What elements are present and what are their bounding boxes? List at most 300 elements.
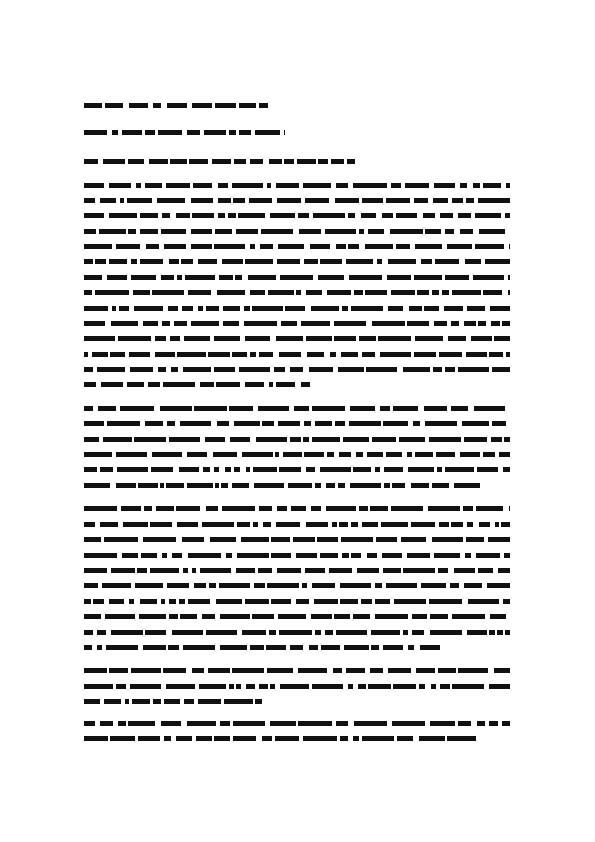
text-fragment (223, 321, 239, 326)
text-fragment (107, 275, 127, 280)
text-fragment (84, 336, 115, 341)
text-fragment (121, 506, 141, 511)
text-fragment (454, 483, 480, 488)
text-fragment (478, 568, 493, 573)
text-fragment (435, 259, 459, 264)
text-fragment (376, 537, 397, 542)
text-fragment (356, 452, 363, 457)
text-fragment (362, 522, 378, 527)
text-fragment (129, 352, 150, 357)
text-fragment (487, 583, 510, 588)
text-fragment (370, 506, 388, 511)
text-fragment (491, 437, 502, 442)
text-fragment (206, 306, 219, 311)
text-line (84, 630, 510, 635)
text-fragment (350, 483, 381, 488)
text-line (84, 599, 510, 604)
text-fragment (145, 630, 166, 635)
text-fragment (245, 259, 273, 264)
text-fragment (464, 437, 487, 442)
text-fragment (210, 537, 236, 542)
text-fragment (438, 568, 448, 573)
text-line (84, 568, 510, 573)
text-fragment (193, 183, 212, 188)
text-fragment (489, 684, 510, 689)
text-fragment (407, 553, 430, 558)
text-fragment (419, 736, 445, 741)
text-fragment (109, 668, 128, 673)
text-fragment (105, 103, 123, 108)
text-fragment (214, 336, 240, 341)
text-fragment (174, 321, 187, 326)
text-fragment (485, 259, 510, 264)
text-fragment (237, 522, 250, 527)
text-fragment (225, 467, 231, 472)
text-fragment (120, 406, 154, 411)
text-fragment (317, 537, 338, 542)
text-fragment (233, 721, 265, 726)
text-fragment (250, 290, 265, 295)
text-fragment (296, 553, 317, 558)
text-fragment (440, 213, 453, 218)
text-fragment (346, 259, 373, 264)
text-fragment (198, 259, 217, 264)
text-fragment (206, 630, 237, 635)
text-fragment (382, 213, 393, 218)
text-fragment (216, 382, 240, 387)
text-fragment (171, 367, 178, 372)
text-fragment (128, 159, 144, 164)
text-fragment (140, 213, 158, 218)
text-fragment (164, 736, 171, 741)
text-fragment (296, 599, 309, 604)
text-fragment (84, 506, 117, 511)
text-fragment (116, 483, 136, 488)
text-fragment (499, 452, 510, 457)
text-fragment (451, 406, 468, 411)
text-fragment (382, 553, 402, 558)
text-fragment (490, 614, 506, 619)
text-fragment (180, 421, 211, 426)
text-fragment (140, 599, 157, 604)
text-fragment (276, 336, 303, 341)
text-fragment (467, 630, 487, 635)
text-fragment (97, 630, 106, 635)
text-fragment (170, 159, 187, 164)
text-fragment (172, 553, 182, 558)
text-fragment (230, 437, 250, 442)
text-fragment (341, 352, 358, 357)
text-fragment (304, 452, 324, 457)
text-fragment (219, 275, 233, 280)
text-line (84, 406, 510, 411)
text-fragment (297, 159, 316, 164)
text-fragment (217, 290, 245, 295)
text-fragment (179, 467, 199, 472)
text-fragment (84, 183, 104, 188)
text-fragment (166, 483, 184, 488)
text-fragment (151, 467, 173, 472)
text-fragment (161, 229, 186, 234)
text-fragment (285, 306, 305, 311)
text-fragment (403, 568, 435, 573)
text-fragment (236, 684, 241, 689)
text-fragment (359, 336, 376, 341)
text-fragment (473, 183, 480, 188)
text-fragment (97, 367, 125, 372)
text-fragment (332, 522, 337, 527)
text-fragment (429, 599, 462, 604)
text-fragment (111, 321, 138, 326)
text-fragment (163, 382, 195, 387)
text-fragment (502, 321, 510, 326)
text-fragment (152, 290, 184, 295)
text-fragment (208, 668, 230, 673)
text-fragment (310, 244, 330, 249)
text-fragment (100, 721, 113, 726)
text-fragment (278, 421, 300, 426)
text-fragment (419, 684, 425, 689)
text-fragment (372, 321, 405, 326)
text-fragment (135, 583, 163, 588)
text-fragment (339, 522, 348, 527)
text-fragment (492, 421, 506, 426)
text-fragment (150, 568, 179, 573)
text-fragment (509, 506, 510, 511)
text-fragment (163, 668, 186, 673)
text-fragment (383, 421, 408, 426)
text-fragment (362, 352, 375, 357)
text-fragment (106, 645, 138, 650)
text-fragment (258, 568, 272, 573)
text-fragment (239, 130, 251, 135)
text-fragment (396, 244, 410, 249)
text-fragment (116, 244, 140, 249)
text-fragment (338, 483, 345, 488)
text-fragment (84, 630, 93, 635)
text-fragment (399, 437, 425, 442)
text-fragment (327, 452, 334, 457)
text-fragment (236, 568, 255, 573)
text-fragment (234, 159, 246, 164)
text-fragment (445, 467, 474, 472)
text-fragment (366, 367, 397, 372)
text-fragment (167, 103, 187, 108)
text-fragment (277, 259, 300, 264)
text-fragment (155, 352, 175, 357)
text-fragment (475, 244, 504, 249)
text-fragment (303, 437, 309, 442)
text-fragment (411, 522, 435, 527)
text-fragment (161, 721, 181, 726)
text-fragment (447, 244, 472, 249)
text-fragment (312, 684, 343, 689)
text-fragment (131, 275, 156, 280)
text-fragment (380, 406, 390, 411)
text-fragment (183, 568, 188, 573)
text-fragment (412, 614, 427, 619)
text-fragment (411, 483, 429, 488)
text-line (84, 668, 510, 673)
text-fragment (104, 699, 121, 704)
text-line (84, 553, 510, 558)
text-fragment (478, 198, 510, 203)
text-fragment (464, 321, 476, 326)
text-line (84, 537, 510, 542)
text-fragment (202, 614, 215, 619)
text-fragment (477, 467, 498, 472)
text-fragment (348, 244, 359, 249)
text-fragment (347, 159, 355, 164)
text-fragment (136, 183, 141, 188)
text-fragment (109, 183, 131, 188)
text-fragment (361, 599, 372, 604)
text-fragment (293, 537, 315, 542)
heading-line (84, 159, 355, 164)
text-fragment (214, 736, 230, 741)
text-fragment (378, 336, 411, 341)
text-fragment (296, 290, 301, 295)
text-fragment (306, 522, 328, 527)
text-fragment (131, 668, 161, 673)
text-line (84, 614, 510, 619)
text-fragment (262, 421, 274, 426)
text-fragment (176, 213, 190, 218)
text-fragment (508, 275, 510, 280)
text-fragment (222, 506, 255, 511)
text-fragment (110, 352, 125, 357)
text-fragment (405, 183, 429, 188)
text-fragment (216, 599, 242, 604)
text-fragment (110, 736, 135, 741)
text-fragment (84, 382, 96, 387)
text-fragment (250, 159, 263, 164)
text-fragment (393, 684, 416, 689)
text-fragment (428, 506, 460, 511)
text-fragment (315, 483, 321, 488)
text-fragment (339, 452, 351, 457)
text-line (84, 352, 510, 357)
text-fragment (451, 522, 463, 527)
text-fragment (84, 599, 91, 604)
text-fragment (97, 645, 102, 650)
text-fragment (84, 130, 107, 135)
text-fragment (279, 467, 301, 472)
text-fragment (245, 382, 264, 387)
text-fragment (387, 275, 411, 280)
text-fragment (342, 553, 349, 558)
text-line (84, 259, 510, 264)
text-fragment (184, 699, 194, 704)
text-fragment (270, 721, 296, 726)
text-fragment (362, 198, 383, 203)
text-fragment (144, 506, 152, 511)
text-fragment (103, 437, 132, 442)
text-fragment (172, 630, 203, 635)
text-fragment (327, 290, 351, 295)
text-fragment (353, 736, 359, 741)
text-fragment (452, 684, 484, 689)
text-fragment (209, 583, 216, 588)
text-fragment (349, 275, 382, 280)
text-fragment (336, 630, 367, 635)
text-fragment (218, 213, 225, 218)
text-line (84, 721, 510, 726)
text-fragment (261, 229, 293, 234)
text-fragment (460, 183, 467, 188)
text-fragment (276, 183, 299, 188)
text-fragment (84, 553, 117, 558)
text-fragment (93, 599, 104, 604)
text-fragment (167, 421, 175, 426)
text-fragment (84, 367, 93, 372)
text-fragment (304, 421, 311, 426)
text-fragment (220, 721, 230, 726)
text-fragment (140, 229, 158, 234)
text-fragment (299, 229, 321, 234)
text-fragment (362, 736, 394, 741)
text-fragment (372, 437, 396, 442)
text-fragment (436, 452, 455, 457)
text-fragment (358, 684, 366, 689)
text-fragment (403, 367, 430, 372)
text-fragment (341, 537, 373, 542)
text-fragment (129, 599, 134, 604)
text-fragment (444, 306, 463, 311)
text-fragment (432, 537, 463, 542)
text-fragment (203, 467, 210, 472)
text-fragment (118, 721, 126, 726)
text-fragment (84, 103, 102, 108)
text-fragment (290, 367, 303, 372)
text-fragment (329, 568, 352, 573)
text-fragment (84, 259, 93, 264)
text-fragment (311, 506, 321, 511)
text-fragment (383, 645, 403, 650)
text-fragment (340, 583, 371, 588)
text-fragment (234, 467, 240, 472)
text-fragment (415, 244, 442, 249)
text-fragment (276, 522, 300, 527)
text-fragment (259, 103, 268, 108)
text-fragment (84, 306, 108, 311)
text-fragment (167, 583, 189, 588)
text-fragment (359, 229, 364, 234)
text-line (84, 229, 510, 234)
text-fragment (412, 630, 424, 635)
text-line (84, 522, 510, 527)
text-fragment (84, 483, 110, 488)
text-fragment (450, 583, 459, 588)
text-fragment (169, 259, 179, 264)
text-fragment (471, 336, 492, 341)
text-fragment (267, 183, 271, 188)
text-fragment (388, 306, 403, 311)
text-fragment (103, 159, 125, 164)
text-line (84, 183, 510, 188)
text-fragment (415, 336, 443, 341)
text-fragment (229, 406, 253, 411)
text-fragment (111, 630, 143, 635)
text-fragment (262, 736, 272, 741)
text-fragment (447, 736, 476, 741)
text-fragment (270, 684, 275, 689)
text-fragment (132, 699, 150, 704)
text-line (84, 321, 510, 326)
text-fragment (192, 568, 196, 573)
text-fragment (179, 599, 185, 604)
text-fragment (458, 213, 471, 218)
text-fragment (266, 645, 286, 650)
text-fragment (242, 452, 273, 457)
text-fragment (473, 275, 504, 280)
text-fragment (506, 352, 510, 357)
text-fragment (192, 103, 212, 108)
text-fragment (468, 599, 499, 604)
text-fragment (315, 421, 332, 426)
text-fragment (421, 583, 446, 588)
text-fragment (134, 306, 163, 311)
text-fragment (494, 668, 510, 673)
text-fragment (99, 229, 126, 234)
text-fragment (271, 553, 291, 558)
text-fragment (223, 306, 240, 311)
text-fragment (153, 103, 161, 108)
text-fragment (104, 537, 138, 542)
text-fragment (259, 506, 272, 511)
text-fragment (143, 537, 176, 542)
text-fragment (466, 352, 487, 357)
text-fragment (182, 537, 204, 542)
text-fragment (478, 321, 486, 326)
text-fragment (242, 630, 266, 635)
text-fragment (196, 736, 212, 741)
text-fragment (424, 306, 439, 311)
text-fragment (483, 290, 502, 295)
text-line (84, 437, 510, 442)
text-fragment (160, 406, 192, 411)
text-fragment (279, 352, 301, 357)
text-fragment (199, 684, 226, 689)
text-fragment (184, 336, 210, 341)
text-fragment (263, 522, 271, 527)
text-fragment (168, 645, 179, 650)
text-fragment (187, 483, 213, 488)
text-fragment (255, 699, 262, 704)
text-fragment (134, 437, 166, 442)
text-fragment (290, 437, 301, 442)
text-fragment (348, 213, 355, 218)
text-fragment (176, 736, 192, 741)
text-fragment (224, 699, 253, 704)
text-line (84, 198, 510, 203)
text-fragment (152, 452, 182, 457)
text-fragment (445, 367, 455, 372)
text-fragment (440, 684, 450, 689)
text-fragment (214, 244, 245, 249)
text-fragment (330, 352, 336, 357)
text-fragment (416, 668, 435, 673)
text-fragment (84, 321, 105, 326)
text-fragment (334, 336, 356, 341)
text-fragment (145, 183, 162, 188)
text-fragment (194, 583, 206, 588)
heading-line (84, 130, 285, 135)
text-fragment (127, 382, 144, 387)
text-fragment (125, 699, 129, 704)
text-fragment (268, 290, 294, 295)
text-fragment (429, 437, 461, 442)
